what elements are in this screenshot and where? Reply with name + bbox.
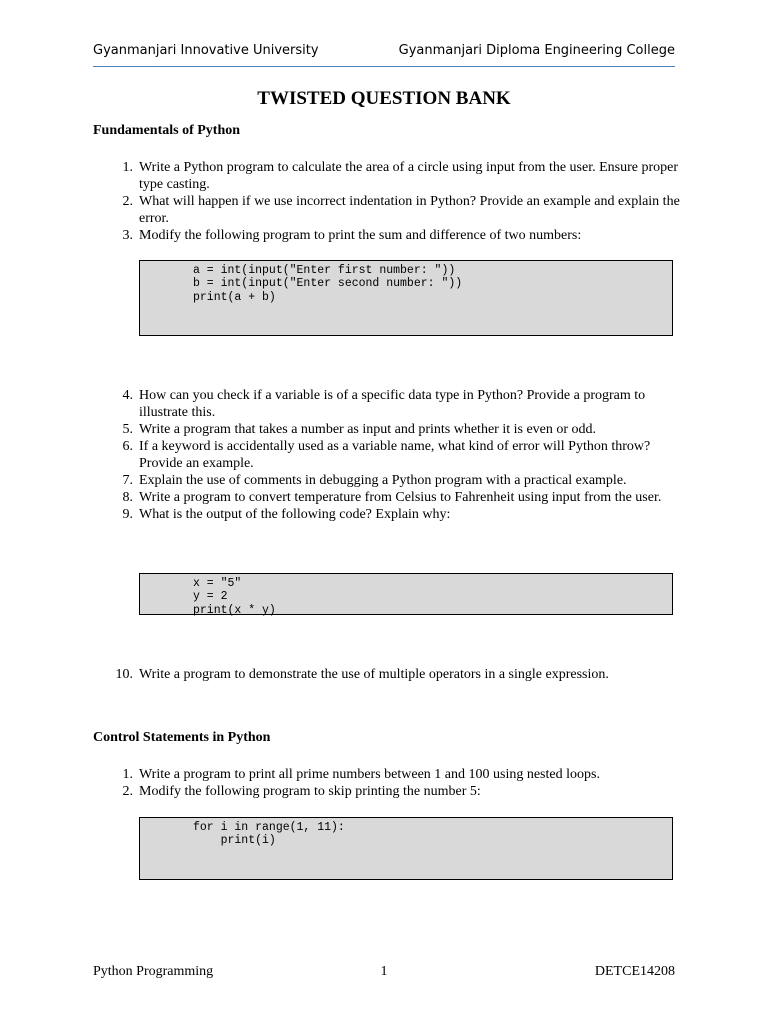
- section-heading-fundamentals: Fundamentals of Python: [93, 123, 241, 138]
- question-list-control-statements: [93, 766, 683, 800]
- code-block-multiply: x = "5" y = 2 print(x * y): [139, 573, 673, 615]
- question-list-fundamentals-a: [93, 159, 683, 244]
- question-text: How can you check if a variable is of a specific data type in Python? Provide a program to illustrate this.: [139, 388, 646, 420]
- question-text: Write a program to print all prime numbers between 1 and 100 using nested loops.: [139, 767, 600, 782]
- footer-page-number: 1: [380, 964, 388, 979]
- header-college: Gyanmanjari Diploma Engineering College: [398, 43, 675, 58]
- question-item: [93, 159, 683, 193]
- question-list-fundamentals-b: [93, 387, 683, 523]
- question-item: [93, 193, 683, 227]
- question-item: [93, 489, 683, 506]
- question-text: Explain the use of comments in debugging a Python program with a practical example.: [139, 473, 627, 488]
- question-text: Write a program that takes a number as input and prints whether it is even or odd.: [139, 422, 597, 437]
- question-number: 10.: [115, 667, 133, 682]
- footer-course-name: Python Programming: [93, 964, 214, 979]
- question-number: 3.: [122, 228, 133, 243]
- question-number: 2.: [122, 194, 133, 209]
- header-university: Gyanmanjari Innovative University: [93, 43, 319, 58]
- question-number: 1.: [122, 160, 133, 175]
- question-item: [93, 438, 683, 472]
- question-text: Write a program to demonstrate the use of multiple operators in a single expression.: [139, 667, 609, 682]
- question-item: [93, 506, 683, 523]
- code-block-sum: a = int(input("Enter first number: ")) b = int(input("Enter second number: ")) print(a + b): [139, 260, 673, 336]
- page-title: TWISTED QUESTION BANK: [257, 88, 511, 109]
- question-text: If a keyword is accidentally used as a variable name, what kind of error will Python throw? Provide an example.: [139, 439, 651, 471]
- question-list-fundamentals-c: [93, 666, 683, 683]
- header-divider: [93, 66, 675, 67]
- question-item: [93, 666, 683, 683]
- question-number: 4.: [122, 388, 133, 403]
- question-item: [93, 421, 683, 438]
- question-number: 6.: [122, 439, 133, 454]
- question-text: Write a Python program to calculate the area of a circle using input from the user. Ensure proper type casting.: [139, 160, 679, 192]
- question-number: 1.: [122, 767, 133, 782]
- question-text: What is the output of the following code? Explain why:: [139, 507, 451, 522]
- question-text: Modify the following program to skip printing the number 5:: [139, 784, 481, 799]
- question-number: 5.: [122, 422, 133, 437]
- question-number: 8.: [122, 490, 133, 505]
- question-number: 9.: [122, 507, 133, 522]
- question-number: 7.: [122, 473, 133, 488]
- question-number: 2.: [122, 784, 133, 799]
- question-item: [93, 766, 683, 783]
- code-block-loop: for i in range(1, 11): print(i): [139, 817, 673, 880]
- question-text: Write a program to convert temperature from Celsius to Fahrenheit using input from the user.: [139, 490, 662, 505]
- question-item: [93, 227, 683, 244]
- question-item: [93, 387, 683, 421]
- question-item: [93, 472, 683, 489]
- section-heading-control-statements: Control Statements in Python: [93, 730, 271, 745]
- footer-course-code: DETCE14208: [594, 964, 675, 979]
- question-text: What will happen if we use incorrect indentation in Python? Provide an example and explain the error.: [139, 194, 680, 226]
- question-text: Modify the following program to print the sum and difference of two numbers:: [139, 228, 582, 243]
- question-item: [93, 783, 683, 800]
